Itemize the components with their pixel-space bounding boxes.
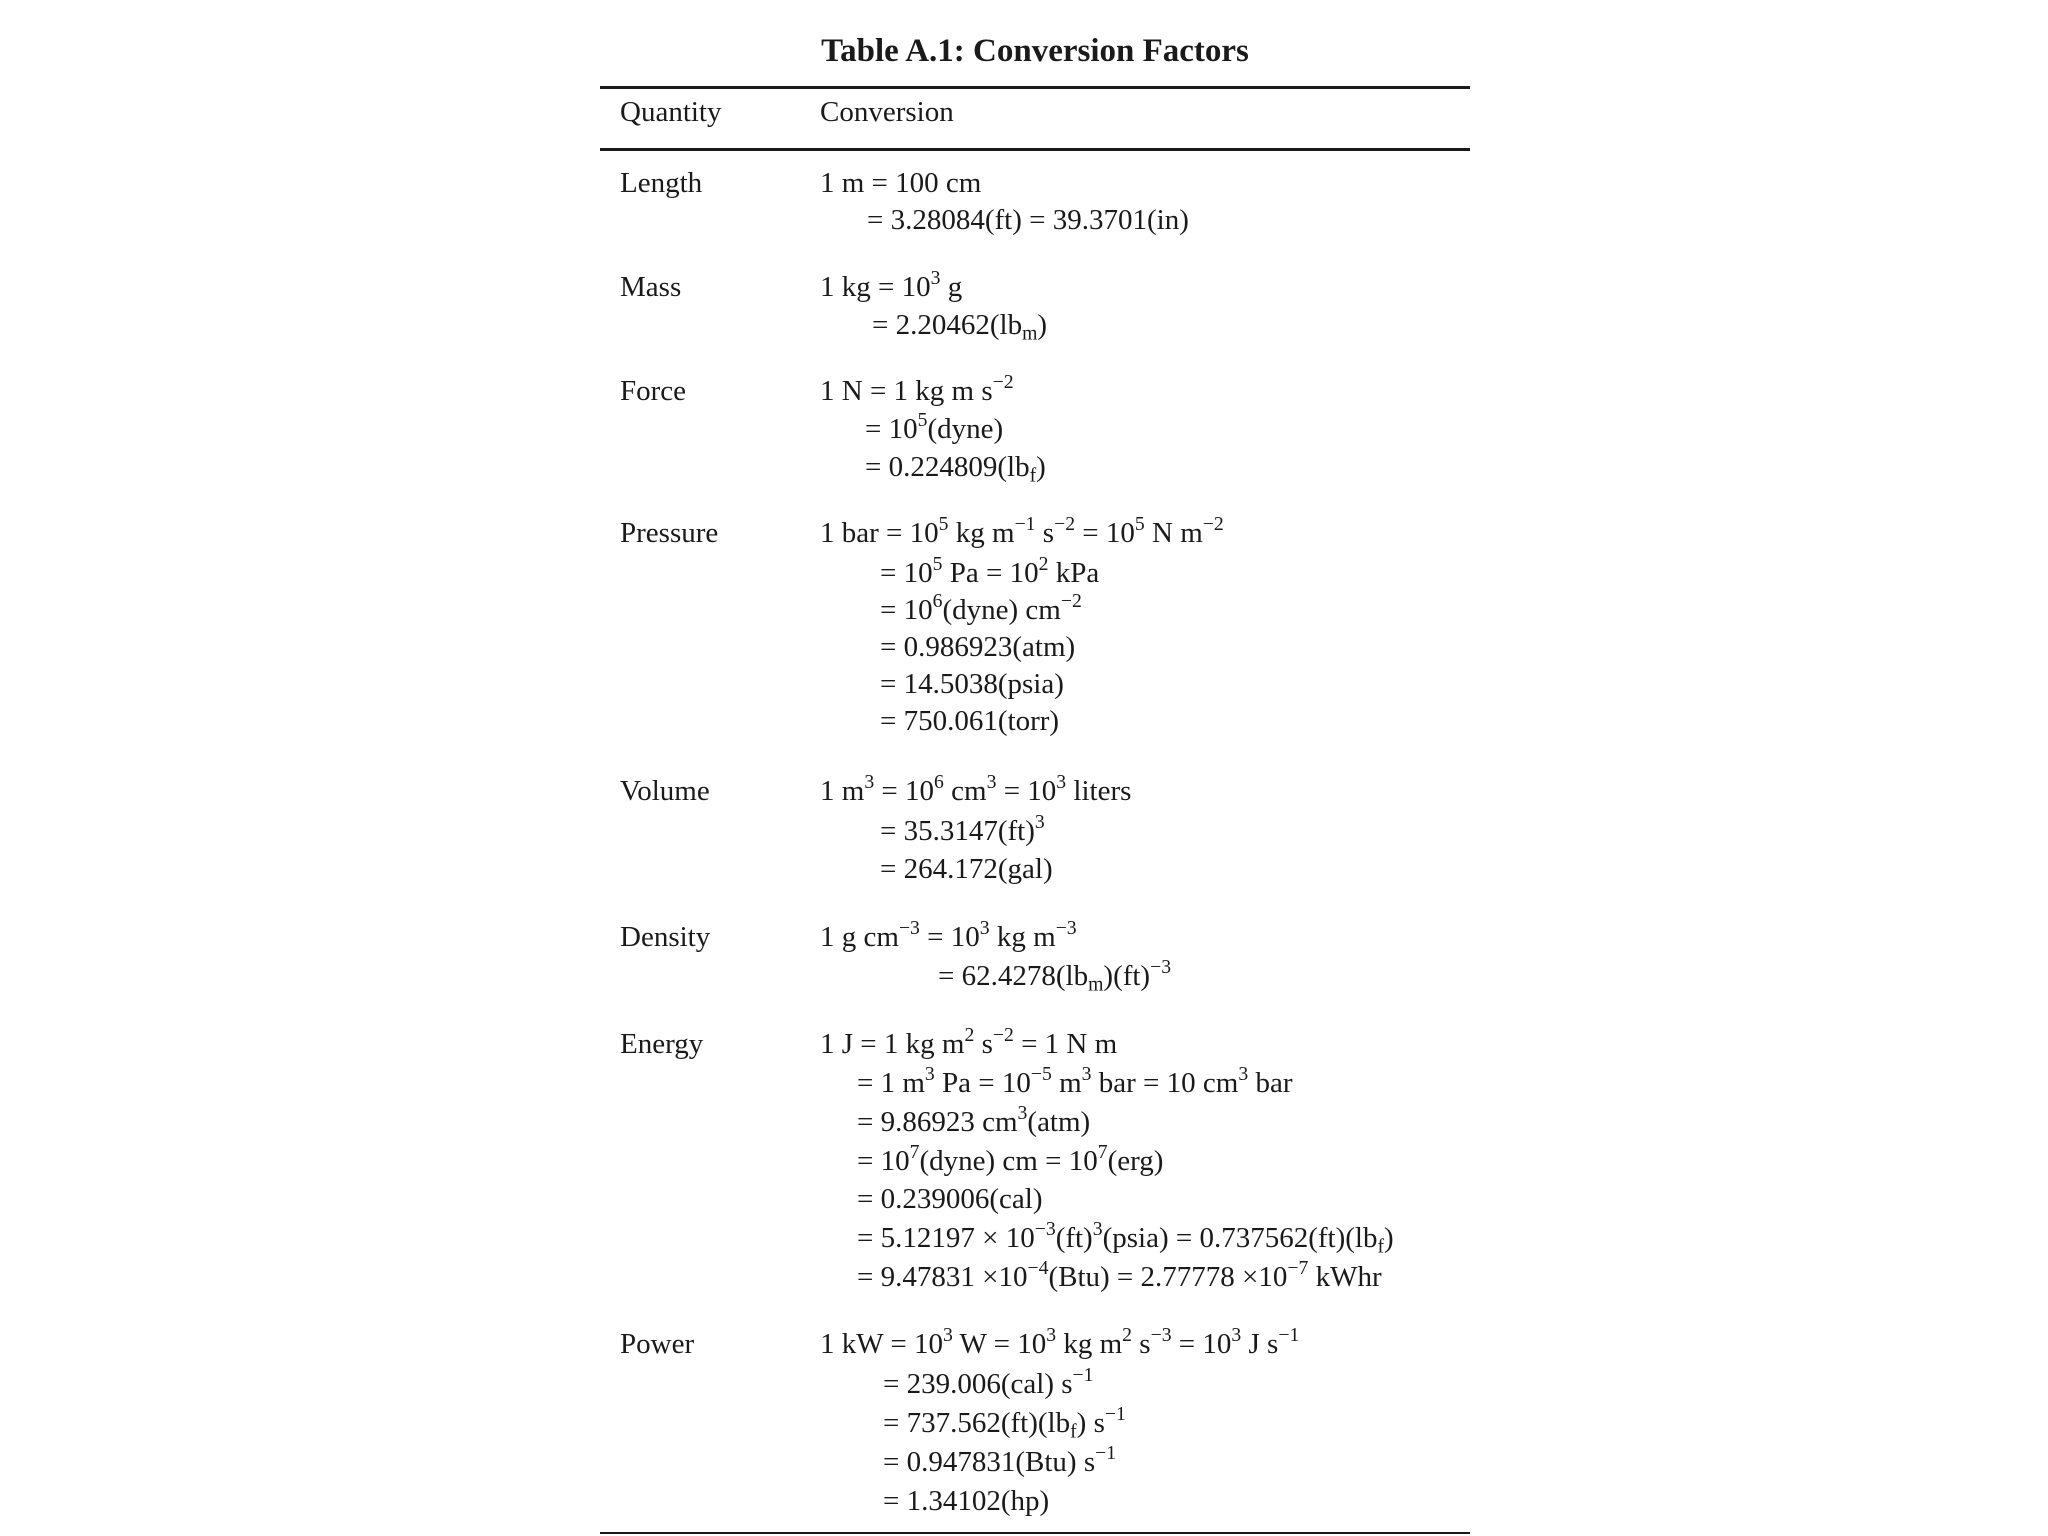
conversion-line: 1 bar = $10^5$ kg $m^{-1}$ $s^{-2} = 10^5$ N $m^{-2}$ bbox=[820, 512, 1224, 549]
conversion-line: = $62.4278(lb_m)(ft)^{-3}$ bbox=[938, 955, 1172, 996]
row-quantity-energy: Energy bbox=[620, 1028, 704, 1060]
conversion-line: = 3.28084(ft) = 39.3701(in) bbox=[867, 204, 1189, 236]
conversion-line: = $0.224809(lb_f)$ bbox=[865, 451, 1046, 487]
conversion-line: = 9.86923 $cm^3(atm)$ bbox=[857, 1101, 1091, 1138]
conversion-line: = 239.006(cal) $s^{-1}$ bbox=[883, 1363, 1094, 1400]
conversion-line: = 14.5038(psia) bbox=[880, 668, 1064, 700]
table-title: Table A.1: Conversion Factors bbox=[821, 33, 1249, 69]
row-quantity-mass: Mass bbox=[620, 271, 682, 303]
conversion-line: = 1 $m^3$ $Pa = 10^{-5}$ $m^3$ bar = 10 $cm^3$ bar bbox=[857, 1062, 1293, 1099]
conversion-line: 1 kW = $10^3$ $W = 10^3$ kg $m^2$ $s^{-3} = 10^3$ J $s^{-1}$ bbox=[820, 1323, 1300, 1360]
row-quantity-power: Power bbox=[620, 1328, 695, 1360]
conversion-line: 1 kg = $10^3$ g bbox=[820, 266, 963, 303]
top-rule bbox=[600, 86, 1470, 89]
conversion-line: 1 J = 1 kg $m^2$ $s^{-2} = 1$ N m bbox=[820, 1023, 1118, 1060]
conversion-line: = $10^5$ $Pa = 10^2$ kPa bbox=[880, 552, 1100, 589]
conversion-line: = $10^7(dyne)$ cm = $10^7(erg)$ bbox=[857, 1140, 1164, 1177]
row-quantity-length: Length bbox=[620, 167, 703, 199]
conversion-line: = 0.947831(Btu) $s^{-1}$ bbox=[883, 1441, 1117, 1478]
conversion-line: = $737.562(ft)(lb_f)$ $s^{-1}$ bbox=[883, 1402, 1126, 1443]
conversion-line: = $2.20462(lb_m)$ bbox=[872, 309, 1048, 345]
conversion-line: = 0.986923(atm) bbox=[880, 631, 1076, 663]
conversion-table bbox=[600, 0, 1470, 1536]
row-quantity-pressure: Pressure bbox=[620, 517, 719, 549]
column-header-quantity: Quantity bbox=[620, 96, 722, 128]
conversion-line: = $9.47831 \times 10^{-4}(Btu) = 2.77778 \times 10^{-7}$ kWhr bbox=[857, 1256, 1382, 1293]
header-rule bbox=[600, 148, 1470, 151]
row-quantity-force: Force bbox=[620, 375, 687, 407]
conversion-line: 1 g $cm^{-3} = 10^3$ kg $m^{-3}$ bbox=[820, 916, 1077, 953]
conversion-line: = 264.172(gal) bbox=[880, 853, 1053, 885]
row-quantity-density: Density bbox=[620, 921, 711, 953]
conversion-line: = $10^5(dyne)$ bbox=[865, 408, 1004, 445]
conversion-line: = 0.239006(cal) bbox=[857, 1183, 1043, 1215]
conversion-line: = $10^6(dyne)$ $cm^{-2}$ bbox=[880, 589, 1082, 626]
conversion-line: 1 N = 1 kg m $s^{-2}$ bbox=[820, 370, 1014, 407]
row-quantity-volume: Volume bbox=[620, 775, 710, 807]
conversion-line: = 1.34102(hp) bbox=[883, 1485, 1050, 1517]
column-header-conversion: Conversion bbox=[820, 96, 954, 128]
conversion-line: = 35.3147(ft)$^3$ bbox=[880, 810, 1045, 847]
conversion-line: = 750.061(torr) bbox=[880, 705, 1060, 737]
conversion-line: 1 m = 100 cm bbox=[820, 167, 982, 199]
conversion-line: = $5.12197 \times 10^{-3}(ft)^3(psia) = 0.737562(ft)(lb_f)$ bbox=[857, 1217, 1394, 1258]
bottom-rule bbox=[600, 1532, 1470, 1534]
conversion-line: 1 $m^3 = 10^6$ $cm^3 = 10^3$ liters bbox=[820, 770, 1132, 807]
